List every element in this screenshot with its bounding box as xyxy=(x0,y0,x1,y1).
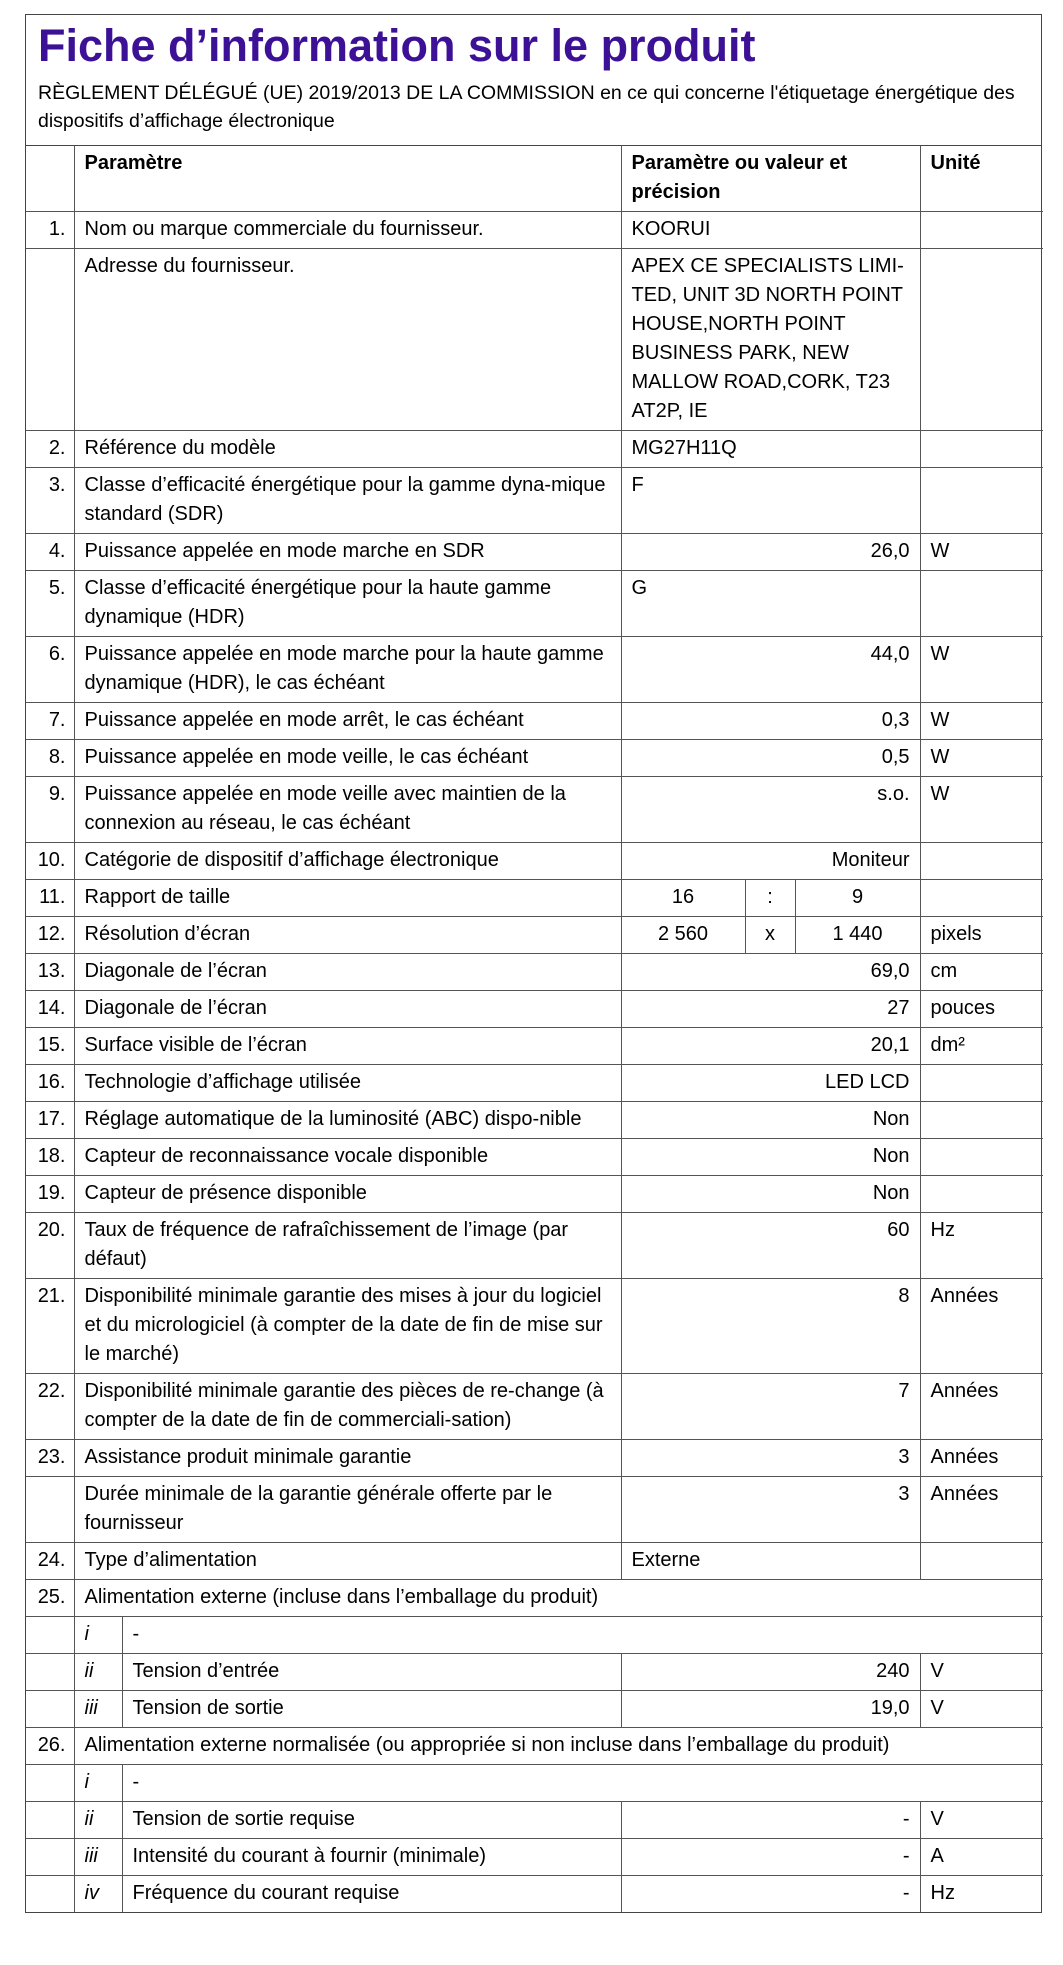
sub-row-numeral: i xyxy=(74,1765,122,1802)
row-unit: W xyxy=(920,534,1043,571)
sub-row-label: Fréquence du courant requise xyxy=(122,1876,621,1913)
table-row xyxy=(26,468,1043,534)
row-number: 10. xyxy=(26,843,74,880)
row-value: Non xyxy=(621,1139,920,1176)
row-number: 20. xyxy=(26,1213,74,1279)
sub-row-value: - xyxy=(621,1802,920,1839)
row-label: Classe d’efficacité énergétique pour la gamme dyna-mique standard (SDR) xyxy=(74,468,621,534)
sub-row xyxy=(26,1876,1043,1913)
table-row xyxy=(26,1213,1043,1279)
row-value: LED LCD xyxy=(621,1065,920,1102)
row-label: Référence du modèle xyxy=(74,431,621,468)
row-value: Non xyxy=(621,1176,920,1213)
sub-row-label: Tension de sortie requise xyxy=(122,1802,621,1839)
table-row xyxy=(26,843,1043,880)
supplier-address: APEX CE SPECIALISTS LIMI-TED, UNIT 3D NORTH POINT HOUSE,NORTH POINT BUSINESS PARK, NEW MALLOW ROAD,CORK, T23 AT2P, IE xyxy=(621,249,920,431)
resolution-separator: x xyxy=(745,917,795,954)
sub-row xyxy=(26,1617,1043,1654)
row-label: Puissance appelée en mode arrêt, le cas échéant xyxy=(74,703,621,740)
aspect-ratio-separator: : xyxy=(745,880,795,917)
row-number: 2. xyxy=(26,431,74,468)
row-number: 4. xyxy=(26,534,74,571)
row-value: 7 xyxy=(621,1374,920,1440)
table-row xyxy=(26,1580,1043,1617)
row-label: Rapport de taille xyxy=(74,880,621,917)
row-number: 16. xyxy=(26,1065,74,1102)
row-label: Assistance produit minimale garantie xyxy=(74,1440,621,1477)
row-label: Adresse du fournisseur. xyxy=(74,249,621,431)
row-label: Puissance appelée en mode veille, le cas échéant xyxy=(74,740,621,777)
table-row xyxy=(26,1102,1043,1139)
row-unit: W xyxy=(920,703,1043,740)
row-unit: W xyxy=(920,740,1043,777)
row-number: 17. xyxy=(26,1102,74,1139)
row-value: 3 xyxy=(621,1440,920,1477)
sub-row-numeral: i xyxy=(74,1617,122,1654)
row-number: 8. xyxy=(26,740,74,777)
regulation-subtitle: RÈGLEMENT DÉLÉGUÉ (UE) 2019/2013 DE LA COMMISSION en ce qui concerne l'étiquetage énergétique des dispositifs d’affichage électronique xyxy=(38,81,1015,132)
row-label: Alimentation externe normalisée (ou appropriée si non incluse dans l’emballage du produit) xyxy=(74,1728,1043,1765)
table-row xyxy=(26,917,1043,954)
row-label: Capteur de reconnaissance vocale disponible xyxy=(74,1139,621,1176)
table-row xyxy=(26,954,1043,991)
row-value: MG27H11Q xyxy=(621,431,920,468)
row-label: Disponibilité minimale garantie des pièces de re-change (à compter de la date de fin de commerciali-sation) xyxy=(74,1374,621,1440)
table-row xyxy=(26,1543,1043,1580)
resolution-width: 2 560 xyxy=(621,917,745,954)
table-row xyxy=(26,1477,1043,1543)
sub-row-label: Intensité du courant à fournir (minimale) xyxy=(122,1839,621,1876)
sub-row xyxy=(26,1691,1043,1728)
sub-row xyxy=(26,1839,1043,1876)
sub-row-unit: A xyxy=(920,1839,1043,1876)
row-number: 19. xyxy=(26,1176,74,1213)
sub-row xyxy=(26,1654,1043,1691)
row-value: Externe xyxy=(621,1543,920,1580)
table-row xyxy=(26,1028,1043,1065)
row-value: 44,0 xyxy=(621,637,920,703)
row-value: Non xyxy=(621,1102,920,1139)
table-row xyxy=(26,1176,1043,1213)
table-row xyxy=(26,431,1043,468)
row-number: 6. xyxy=(26,637,74,703)
row-unit: Années xyxy=(920,1440,1043,1477)
row-value: F xyxy=(621,468,920,534)
row-number: 7. xyxy=(26,703,74,740)
row-number: 18. xyxy=(26,1139,74,1176)
row-label: Taux de fréquence de rafraîchissement de l’image (par défaut) xyxy=(74,1213,621,1279)
row-label: Type d’alimentation xyxy=(74,1543,621,1580)
sub-row-numeral: iv xyxy=(74,1876,122,1913)
sub-row-unit: V xyxy=(920,1654,1043,1691)
resolution-height: 1 440 xyxy=(795,917,920,954)
row-value: 20,1 xyxy=(621,1028,920,1065)
row-value: 8 xyxy=(621,1279,920,1374)
row-value: Moniteur xyxy=(621,843,920,880)
row-number: 5. xyxy=(26,571,74,637)
sub-row-label: Tension d’entrée xyxy=(122,1654,621,1691)
row-value: 0,3 xyxy=(621,703,920,740)
row-unit: pouces xyxy=(920,991,1043,1028)
row-number: 12. xyxy=(26,917,74,954)
row-unit: Années xyxy=(920,1374,1043,1440)
row-value: 27 xyxy=(621,991,920,1028)
row-label: Réglage automatique de la luminosité (ABC) dispo-nible xyxy=(74,1102,621,1139)
sub-row-value: 19,0 xyxy=(621,1691,920,1728)
table-row xyxy=(26,880,1043,917)
sub-row-label: - xyxy=(122,1617,1043,1654)
sub-row-value: 240 xyxy=(621,1654,920,1691)
row-label: Résolution d’écran xyxy=(74,917,621,954)
row-number: 26. xyxy=(26,1728,74,1765)
row-label: Disponibilité minimale garantie des mises à jour du logiciel et du micrologiciel (à compter de la date de fin de mise sur le marché) xyxy=(74,1279,621,1374)
row-value: KOORUI xyxy=(621,212,920,249)
row-unit: pixels xyxy=(920,917,1043,954)
row-number: 24. xyxy=(26,1543,74,1580)
row-label: Diagonale de l’écran xyxy=(74,954,621,991)
table-row xyxy=(26,534,1043,571)
row-number: 11. xyxy=(26,880,74,917)
sub-row-value: - xyxy=(621,1876,920,1913)
table-row xyxy=(26,1279,1043,1374)
row-value: G xyxy=(621,571,920,637)
row-number: 3. xyxy=(26,468,74,534)
row-label: Puissance appelée en mode veille avec maintien de la connexion au réseau, le cas échéant xyxy=(74,777,621,843)
header-value: Paramètre ou valeur et précision xyxy=(621,146,920,212)
sub-row-value: - xyxy=(621,1839,920,1876)
row-number: 13. xyxy=(26,954,74,991)
row-value: 60 xyxy=(621,1213,920,1279)
row-label: Nom ou marque commerciale du fournisseur. xyxy=(74,212,621,249)
table-row xyxy=(26,991,1043,1028)
header-unit: Unité xyxy=(920,146,1043,212)
row-label: Alimentation externe (incluse dans l’emballage du produit) xyxy=(74,1580,1043,1617)
aspect-ratio-width: 16 xyxy=(621,880,745,917)
sub-row-numeral: ii xyxy=(74,1654,122,1691)
row-label: Catégorie de dispositif d’affichage électronique xyxy=(74,843,621,880)
table-row xyxy=(26,1728,1043,1765)
sub-row-label: - xyxy=(122,1765,1043,1802)
sub-row-numeral: ii xyxy=(74,1802,122,1839)
row-number: 9. xyxy=(26,777,74,843)
row-value: 69,0 xyxy=(621,954,920,991)
sub-row-unit: V xyxy=(920,1691,1043,1728)
table-row xyxy=(26,740,1043,777)
sub-row-unit: Hz xyxy=(920,1876,1043,1913)
table-row xyxy=(26,212,1043,249)
row-label: Diagonale de l’écran xyxy=(74,991,621,1028)
row-value: 3 xyxy=(621,1477,920,1543)
row-number: 21. xyxy=(26,1279,74,1374)
sub-row-unit: V xyxy=(920,1802,1043,1839)
sub-row-label: Tension de sortie xyxy=(122,1691,621,1728)
row-unit xyxy=(920,212,1043,249)
product-information-sheet xyxy=(25,14,1042,1913)
table-row xyxy=(26,777,1043,843)
row-unit: cm xyxy=(920,954,1043,991)
row-label: Surface visible de l’écran xyxy=(74,1028,621,1065)
row-unit: Années xyxy=(920,1279,1043,1374)
row-unit: Années xyxy=(920,1477,1043,1543)
row-number: 22. xyxy=(26,1374,74,1440)
sub-row-numeral: iii xyxy=(74,1839,122,1876)
sub-row-numeral: iii xyxy=(74,1691,122,1728)
row-label: Technologie d’affichage utilisée xyxy=(74,1065,621,1102)
table-row xyxy=(26,1139,1043,1176)
row-unit: W xyxy=(920,777,1043,843)
row-number: 1. xyxy=(26,212,74,249)
sub-row xyxy=(26,1765,1043,1802)
page-title: Fiche d’information sur le produit xyxy=(38,20,756,71)
row-value: 26,0 xyxy=(621,534,920,571)
row-number: 25. xyxy=(26,1580,74,1617)
table-header-row xyxy=(26,146,1043,212)
aspect-ratio-height: 9 xyxy=(795,880,920,917)
row-value: 0,5 xyxy=(621,740,920,777)
row-unit: dm² xyxy=(920,1028,1043,1065)
row-label: Puissance appelée en mode marche pour la haute gamme dynamique (HDR), le cas échéant xyxy=(74,637,621,703)
table-row xyxy=(26,1065,1043,1102)
row-unit: Hz xyxy=(920,1213,1043,1279)
parameter-table xyxy=(26,146,1043,1912)
table-row xyxy=(26,571,1043,637)
sub-row xyxy=(26,1802,1043,1839)
table-row xyxy=(26,703,1043,740)
header-parameter: Paramètre xyxy=(74,146,621,212)
row-label: Classe d’efficacité énergétique pour la haute gamme dynamique (HDR) xyxy=(74,571,621,637)
row-label: Durée minimale de la garantie générale offerte par le fournisseur xyxy=(74,1477,621,1543)
row-unit: W xyxy=(920,637,1043,703)
sheet-header xyxy=(26,15,1041,146)
table-row xyxy=(26,1374,1043,1440)
row-value: s.o. xyxy=(621,777,920,843)
table-row xyxy=(26,1440,1043,1477)
row-number: 14. xyxy=(26,991,74,1028)
table-row xyxy=(26,637,1043,703)
row-label: Capteur de présence disponible xyxy=(74,1176,621,1213)
row-number: 23. xyxy=(26,1440,74,1477)
row-number: 15. xyxy=(26,1028,74,1065)
table-row xyxy=(26,249,1043,431)
row-label: Puissance appelée en mode marche en SDR xyxy=(74,534,621,571)
